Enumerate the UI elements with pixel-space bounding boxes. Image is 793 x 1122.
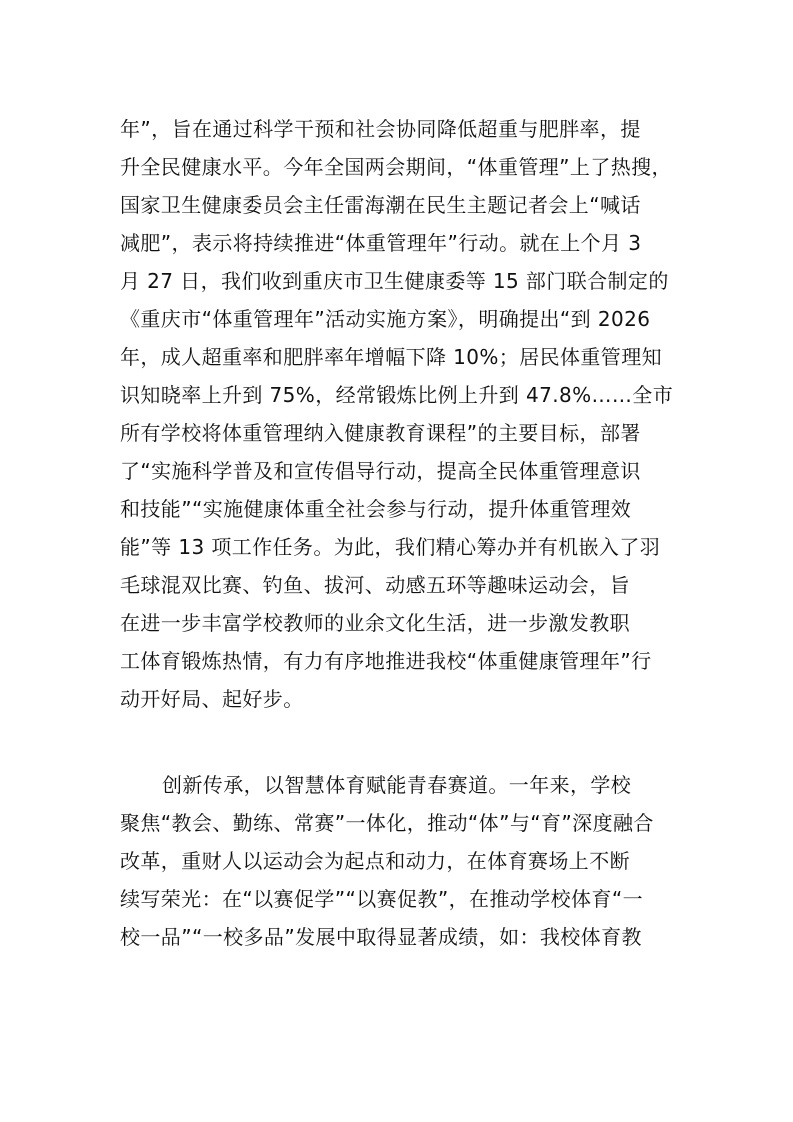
paragraph-line: 年，成人超重率和肥胖率年增幅下降 10%；居民体重管理知 [120,345,663,369]
paragraph-line: 毛球混双比赛、钓鱼、拔河、动感五环等趣味运动会，旨 [120,573,630,597]
paragraph-line: 减肥”，表示将持续推进“体重管理年”行动。就在上个月 3 [120,231,642,255]
paragraph-line: 了“实施科学普及和宣传倡导行动，提高全民体重管理意识 [120,459,641,483]
paragraph-line: 在进一步丰富学校教师的业余文化生活，进一步激发教职 [120,611,630,635]
paragraph-line: 聚焦“教会、勤练、常赛”一体化，推动“体”与“育”深度融合 [120,811,654,835]
paragraph-line: 校一品”“一校多品”发展中取得显著成绩，如：我校体育教 [120,925,642,949]
paragraph-line: 续写荣光：在“以赛促学”“以赛促教”，在推动学校体育“一 [120,887,644,911]
paragraph-line: 年”，旨在通过科学干预和社会协同降低超重与肥胖率，提 [120,117,641,141]
paragraph-line: 工体育锻炼热情，有力有序地推进我校“体重健康管理年”行 [120,649,652,673]
paragraph-line: 月 27 日，我们收到重庆市卫生健康委等 15 部门联合制定的 [120,269,669,293]
paragraph-line: 国家卫生健康委员会主任雷海潮在民生主题记者会上“喊话 [120,193,641,217]
paragraph-line: 和技能”“实施健康体重全社会参与行动，提升体重管理效 [120,497,632,521]
paragraph-line: 改革，重财人以运动会为起点和动力，在体育赛场上不断 [120,849,630,873]
paragraph-line: 识知晓率上升到 75%，经常锻炼比例上升到 47.8%……全市 [120,383,674,407]
paragraph-line: 动开好局、起好步。 [120,687,304,711]
paragraph-line: 升全民健康水平。今年全国两会期间，“体重管理”上了热搜， [120,155,672,179]
paragraph-line: 所有学校将体重管理纳入健康教育课程”的主要目标，部署 [120,421,641,445]
paragraph-line: 创新传承，以智慧体育赋能青春赛道。一年来，学校 [162,773,632,797]
paragraph-line: 能”等 13 项工作任务。为此，我们精心筹办并有机嵌入了羽 [120,535,661,559]
paragraph-line: 《重庆市“体重管理年”活动实施方案》，明确提出“到 2026 [120,307,651,331]
